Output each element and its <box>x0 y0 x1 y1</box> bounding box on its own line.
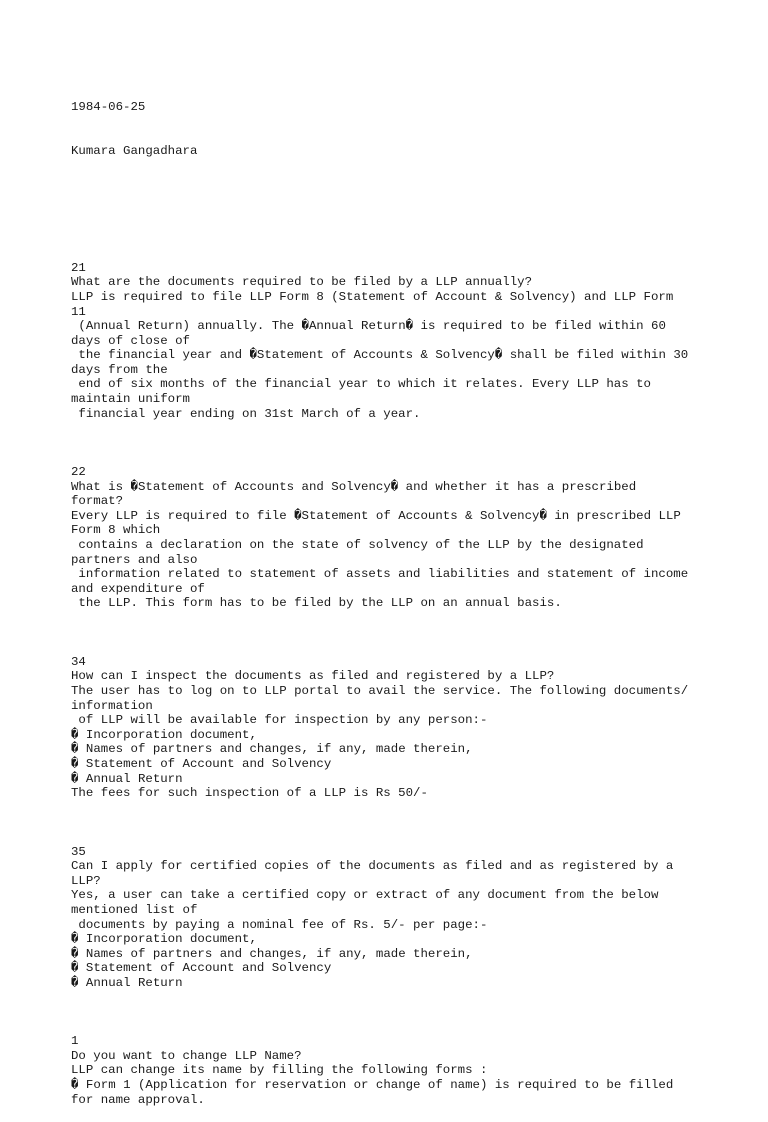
faq-number: 34 <box>71 654 86 669</box>
faq-answer-line: � Incorporation document, <box>71 932 257 947</box>
faq-answer-line: � Statement of Account and Solvency <box>71 756 332 771</box>
faq-answer-line: � Names of partners and changes, if any, made therein, <box>71 742 473 757</box>
faq-question: Can I apply for certified copies of the documents as filed and as registered by a <box>71 859 674 874</box>
spacer <box>71 990 711 1034</box>
faq-answer-line: information related to statement of assets and liabilities and statement of income <box>71 567 689 582</box>
document-body <box>71 71 711 1122</box>
faq-question: What is �Statement of Accounts and Solvency� and whether it has a prescribed <box>71 479 637 494</box>
faq-answer-line: format? <box>71 494 124 509</box>
faq-answer-line: days of close of <box>71 333 190 348</box>
faq-answer-line: Every LLP is required to file �Statement of Accounts & Solvency� in prescribed LLP <box>71 508 681 523</box>
faq-answer-line: days from the <box>71 362 168 377</box>
faq-answer-line: LLP? <box>71 873 101 888</box>
faq-answer-line: LLP is required to file LLP Form 8 (Statement of Account & Solvency) and LLP Form <box>71 289 674 304</box>
faq-section <box>71 261 711 465</box>
faq-question: Do you want to change LLP Name? <box>71 1048 302 1063</box>
faq-answer-line: partners and also <box>71 552 198 567</box>
faq-section <box>71 465 711 655</box>
faq-answer-line: the financial year and �Statement of Accounts & Solvency� shall be filed within 30 <box>71 348 689 363</box>
faq-sections <box>71 261 711 1108</box>
document-date: 1984-06-25 <box>71 100 146 115</box>
faq-answer-line: of LLP will be available for inspection by any person:- <box>71 713 488 728</box>
faq-number: 1 <box>71 1034 79 1049</box>
faq-answer-line: financial year ending on 31st March of a year. <box>71 406 421 421</box>
spacer <box>71 801 711 845</box>
faq-answer-line: 11 <box>71 304 86 319</box>
faq-answer-line: � Incorporation document, <box>71 727 257 742</box>
faq-answer-line: (Annual Return) annually. The �Annual Return� is required to be filed within 60 <box>71 319 666 334</box>
faq-number: 35 <box>71 844 86 859</box>
faq-number: 22 <box>71 465 86 480</box>
faq-answer-line: The fees for such inspection of a LLP is Rs 50/- <box>71 786 428 801</box>
spacer <box>71 421 711 465</box>
faq-section <box>71 655 711 845</box>
faq-answer-line: Yes, a user can take a certified copy or extract of any document from the below <box>71 888 659 903</box>
faq-answer-line: information <box>71 698 153 713</box>
faq-answer-line: contains a declaration on the state of solvency of the LLP by the designated <box>71 538 644 553</box>
spacer <box>71 611 711 655</box>
faq-section <box>71 1034 711 1107</box>
faq-answer-line: documents by paying a nominal fee of Rs. 5/- per page:- <box>71 917 488 932</box>
faq-number: 21 <box>71 260 86 275</box>
faq-answer-line: � Annual Return <box>71 771 183 786</box>
faq-answer-line: � Names of partners and changes, if any, made therein, <box>71 946 473 961</box>
faq-answer-line: maintain uniform <box>71 392 190 407</box>
faq-answer-line: for name approval. <box>71 1092 205 1107</box>
faq-answer-line: LLP can change its name by filling the following forms : <box>71 1063 488 1078</box>
faq-answer-line: Form 8 which <box>71 523 161 538</box>
faq-answer-line: The user has to log on to LLP portal to avail the service. The following documents/ <box>71 683 689 698</box>
spacer <box>71 188 711 232</box>
faq-answer-line: � Form 1 (Application for reservation or change of name) is required to be filled <box>71 1078 674 1093</box>
faq-question: What are the documents required to be filed by a LLP annually? <box>71 275 533 290</box>
faq-answer-line: and expenditure of <box>71 581 205 596</box>
faq-answer-line: mentioned list of <box>71 902 198 917</box>
faq-answer-line: � Statement of Account and Solvency <box>71 961 332 976</box>
document-author: Kumara Gangadhara <box>71 143 198 158</box>
faq-answer-line: � Annual Return <box>71 975 183 990</box>
faq-answer-line: the LLP. This form has to be filed by the LLP on an annual basis. <box>71 596 562 611</box>
faq-section <box>71 845 711 1035</box>
faq-question: How can I inspect the documents as filed and registered by a LLP? <box>71 669 555 684</box>
faq-answer-line: end of six months of the financial year to which it relates. Every LLP has to <box>71 377 651 392</box>
